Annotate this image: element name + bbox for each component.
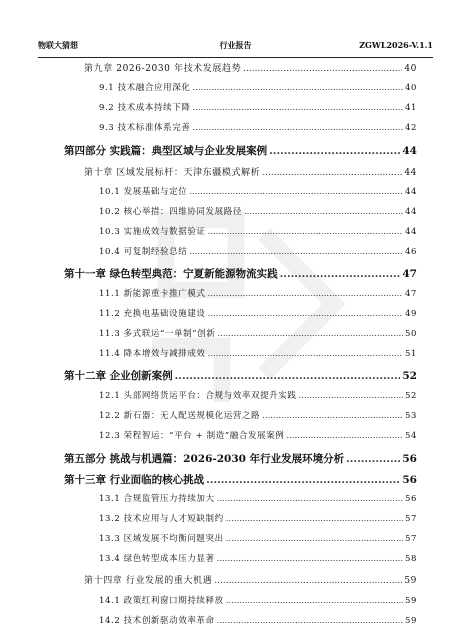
toc-entry-page: 47	[404, 289, 417, 299]
toc-entry-title: 11.2 充换电基础设施建设	[99, 309, 206, 319]
toc-entry-page: 54	[404, 431, 417, 441]
toc-leader-dots	[189, 247, 403, 257]
toc-entry-title: 14.1 政策红利窗口期持续释放	[99, 596, 224, 606]
toc-leader-dots	[175, 370, 401, 382]
toc-entry[interactable]	[99, 512, 417, 532]
toc-leader-dots	[299, 391, 403, 401]
toc-leader-dots	[192, 123, 403, 133]
toc-entry-title: 12.2 新石器：无人配送规模化运营之路	[99, 411, 261, 421]
toc-entry-page: 59	[404, 596, 417, 606]
toc-entry[interactable]	[99, 532, 417, 552]
toc-leader-dots	[262, 411, 403, 421]
toc-entry-page: 44	[404, 207, 417, 217]
toc-leader-dots	[208, 289, 403, 299]
toc-entry-page: 44	[404, 187, 417, 197]
toc-leader-dots	[217, 616, 403, 626]
toc-entry-page: 50	[404, 329, 417, 339]
toc-entry-title: 14.2 技术创新驱动效率革命	[99, 616, 215, 626]
toc-entry[interactable]	[64, 266, 417, 286]
toc-leader-dots	[217, 554, 403, 564]
toc-entry-page: 58	[404, 554, 417, 564]
toc-entry[interactable]	[99, 389, 417, 409]
toc-entry[interactable]	[99, 594, 417, 614]
toc-entry-page: 46	[404, 247, 417, 257]
toc-leader-dots	[269, 145, 400, 157]
toc-leader-dots	[226, 514, 403, 524]
toc-entry[interactable]	[99, 121, 417, 141]
toc-entry[interactable]	[99, 185, 417, 205]
toc-entry-page: 59	[404, 616, 417, 626]
toc-entry-title: 第十章 区域发展标杆：天津东疆模式解析	[84, 168, 261, 178]
toc-leader-dots	[226, 596, 403, 606]
toc-entry[interactable]	[99, 347, 417, 367]
toc-entry-title: 12.1 头部网络货运平台：合规与效率双提升实践	[99, 391, 297, 401]
toc-leader-dots	[189, 187, 403, 197]
toc-leader-dots	[192, 103, 403, 113]
toc-leader-dots	[280, 268, 401, 280]
toc-entry-title: 第十四章 行业发展的重大机遇	[84, 576, 213, 586]
toc-entry-page: 49	[404, 309, 417, 319]
toc-entry-title: 第十三章 行业面临的核心挑战	[64, 474, 205, 486]
toc-entry-page: 52	[402, 370, 417, 382]
toc-leader-dots	[226, 534, 403, 544]
toc-entry-title: 第十二章 企业创新案例	[64, 370, 173, 382]
toc-leader-dots	[243, 64, 402, 74]
toc-leader-dots	[346, 453, 400, 465]
page-header	[38, 40, 433, 54]
toc-leader-dots	[208, 227, 403, 237]
toc-entry-title: 第十一章 绿色转型典范：宁夏新能源物流实践	[64, 268, 278, 280]
toc-entry-title: 10.1 发展基础与定位	[99, 187, 188, 197]
toc-entry[interactable]	[99, 205, 417, 225]
toc-entry-title: 第九章 2026-2030 年技术发展趋势	[84, 64, 242, 74]
toc-entry[interactable]	[99, 101, 417, 121]
toc-entry-page: 57	[404, 514, 417, 524]
toc-entry[interactable]	[99, 307, 417, 327]
toc-leader-dots	[206, 474, 400, 486]
toc-leader-dots	[214, 576, 402, 586]
toc-entry-title: 10.2 核心举措：四维协同发展路径	[99, 207, 242, 217]
toc-entry-title: 13.3 区域发展不均衡问题突出	[99, 534, 224, 544]
toc-leader-dots	[217, 329, 403, 339]
header-left-text: 物联大猜想	[38, 40, 78, 50]
toc-entry[interactable]	[84, 61, 417, 81]
toc-entry[interactable]	[99, 245, 417, 265]
toc-entry-title: 13.1 合规监管压力持续加大	[99, 494, 215, 504]
toc-entry-title: 11.3 多式联运“一单制”创新	[99, 329, 216, 339]
header-center-text: 行业报告	[219, 40, 252, 50]
toc-leader-dots	[192, 83, 403, 93]
toc-entry[interactable]	[99, 429, 417, 449]
toc-entry-title: 第四部分 实践篇：典型区域与企业发展案例	[64, 145, 268, 157]
toc-entry-title: 9.3 技术标准体系完善	[99, 123, 191, 133]
toc-entry[interactable]	[99, 81, 417, 101]
header-rule	[38, 57, 433, 58]
toc-leader-dots	[244, 207, 403, 217]
toc-entry[interactable]	[84, 573, 417, 593]
toc-entry[interactable]	[84, 165, 417, 185]
toc-entry[interactable]	[64, 451, 417, 471]
toc-leader-dots	[208, 309, 403, 319]
toc-leader-dots	[208, 349, 403, 359]
toc-leader-dots	[217, 494, 403, 504]
toc-entry[interactable]	[64, 368, 417, 388]
toc-entry[interactable]	[99, 327, 417, 347]
toc-entry-page: 47	[402, 268, 417, 280]
toc-entry[interactable]	[64, 143, 417, 163]
toc-entry-page: 41	[404, 103, 417, 113]
toc-entry-title: 13.4 绿色转型成本压力显著	[99, 554, 215, 564]
toc-entry-page: 57	[404, 534, 417, 544]
toc-entry-title: 12.3 荣程智运：“平台 + 制造”融合发展案例	[99, 431, 285, 441]
toc-entry-title: 10.4 可复制经验总结	[99, 247, 188, 257]
toc-entry-page: 44	[404, 168, 417, 178]
toc-entry-title: 11.1 新能源重卡推广模式	[99, 289, 206, 299]
toc-leader-dots	[262, 168, 402, 178]
toc-entry-title: 10.3 实施成效与数据验证	[99, 227, 206, 237]
toc-leader-dots	[286, 431, 403, 441]
toc-entry-page: 56	[404, 494, 417, 504]
toc-entry[interactable]	[99, 492, 417, 512]
toc-entry-page: 40	[404, 83, 417, 93]
toc-entry-page: 40	[404, 64, 417, 74]
toc-entry-page: 51	[404, 349, 417, 359]
toc-entry-page: 53	[404, 411, 417, 421]
toc-entry-page: 52	[404, 391, 417, 401]
toc-entry-title: 第五部分 挑战与机遇篇：2026-2030 年行业发展环境分析	[64, 453, 345, 465]
toc-entry-page: 59	[404, 576, 417, 586]
toc-entry-page: 44	[402, 145, 417, 157]
toc-entry-page: 44	[404, 227, 417, 237]
toc-entry-page: 42	[404, 123, 417, 133]
toc-entry-title: 11.4 降本增效与减排成效	[99, 349, 206, 359]
toc-entry[interactable]	[99, 552, 417, 572]
toc-entry[interactable]	[99, 409, 417, 429]
toc-entry-title: 13.2 技术应用与人才短缺制约	[99, 514, 224, 524]
toc-entry-title: 9.1 技术融合应用深化	[99, 83, 191, 93]
toc-entry[interactable]	[99, 287, 417, 307]
header-right-text: ZGWL2026-V.1.1	[359, 40, 433, 50]
toc-entry[interactable]	[64, 472, 417, 492]
toc-entry[interactable]	[99, 614, 417, 634]
toc-entry-page: 56	[402, 453, 417, 465]
toc-entry-page: 56	[402, 474, 417, 486]
toc-entry[interactable]	[99, 225, 417, 245]
toc-entry-title: 9.2 技术成本持续下降	[99, 103, 191, 113]
